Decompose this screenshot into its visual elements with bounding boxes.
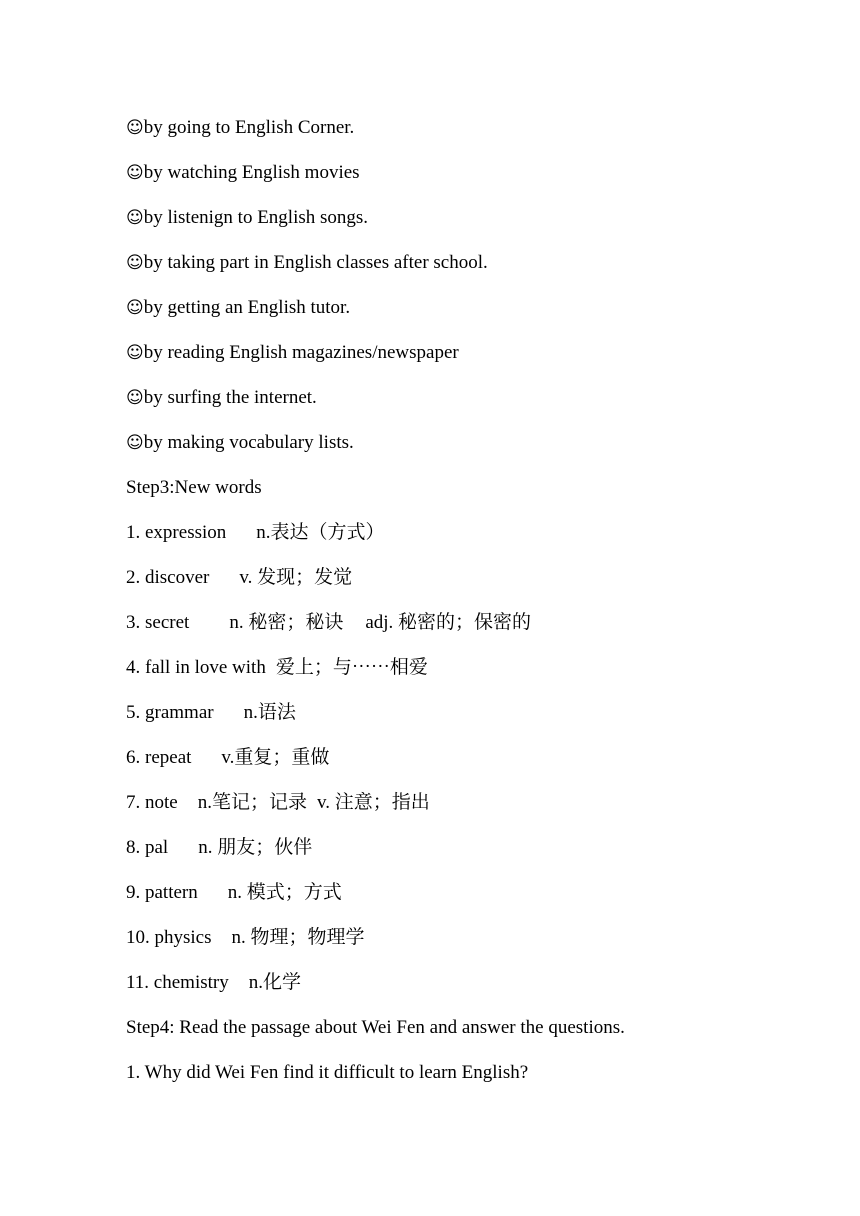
vocab-term: 1. expression — [126, 522, 227, 543]
vocab-term: 6. repeat — [126, 747, 192, 768]
method-text: by listenign to English songs. — [143, 207, 369, 228]
method-item — [126, 429, 826, 474]
vocab-item — [126, 744, 826, 789]
vocab-meaning: 爱上；与⋯⋯相爱 — [275, 657, 428, 678]
step4-heading: Step4: Read the passage about Wei Fen and answer the questions. — [126, 1017, 625, 1038]
document-page — [126, 114, 826, 1104]
method-text: by making vocabulary lists. — [143, 432, 354, 453]
vocab-item — [126, 969, 826, 1014]
vocab-meaning: n. 朋友；伙伴 — [198, 837, 313, 858]
vocab-term: 11. chemistry — [126, 972, 229, 993]
vocab-item — [126, 519, 826, 564]
method-item — [126, 249, 826, 294]
vocab-meaning-secondary: adj. 秘密的；保密的 — [365, 612, 532, 633]
vocab-meaning: v. 发现；发觉 — [239, 567, 353, 588]
vocab-meaning: v.重复；重做 — [221, 747, 330, 768]
method-item — [126, 204, 826, 249]
vocab-meaning: n.化学 — [248, 972, 301, 993]
method-text: by watching English movies — [143, 162, 360, 183]
smiley-icon: ☺ — [126, 298, 144, 318]
vocab-meaning: n.表达（方式） — [256, 522, 385, 543]
vocab-term: 3. secret — [126, 612, 190, 633]
method-text: by taking part in English classes after school. — [143, 252, 488, 273]
smiley-icon: ☺ — [126, 163, 144, 183]
vocab-meaning: n. 物理；物理学 — [231, 927, 365, 948]
vocab-term: 4. fall in love with — [126, 657, 266, 678]
method-item — [126, 384, 826, 429]
smiley-icon: ☺ — [126, 118, 144, 138]
step3-heading: Step3:New words — [126, 477, 262, 498]
method-item — [126, 294, 826, 339]
vocab-meaning: n. 模式；方式 — [227, 882, 342, 903]
vocab-meaning: n.语法 — [243, 702, 296, 723]
method-text: by surfing the internet. — [143, 387, 317, 408]
smiley-icon: ☺ — [126, 253, 144, 273]
vocab-item — [126, 924, 826, 969]
vocab-term: 9. pattern — [126, 882, 198, 903]
vocab-item — [126, 609, 826, 654]
vocab-term: 10. physics — [126, 927, 212, 948]
vocab-item — [126, 564, 826, 609]
method-item — [126, 159, 826, 204]
method-text: by reading English magazines/newspaper — [143, 342, 459, 363]
smiley-icon: ☺ — [126, 388, 144, 408]
vocab-term: 5. grammar — [126, 702, 214, 723]
smiley-icon: ☺ — [126, 433, 144, 453]
vocab-meaning: n.笔记；记录 — [197, 792, 307, 813]
vocab-item — [126, 834, 826, 879]
smiley-icon: ☺ — [126, 208, 144, 228]
vocab-item — [126, 789, 826, 834]
vocab-meaning: n. 秘密；秘诀 — [229, 612, 344, 633]
smiley-icon: ☺ — [126, 343, 144, 363]
vocab-term: 8. pal — [126, 837, 169, 858]
method-text: by getting an English tutor. — [143, 297, 351, 318]
method-item — [126, 114, 826, 159]
vocab-item — [126, 654, 826, 699]
vocab-item — [126, 879, 826, 924]
question-1: 1. Why did Wei Fen find it difficult to learn English? — [126, 1062, 529, 1083]
vocab-meaning-secondary: v. 注意；指出 — [316, 792, 430, 813]
vocab-term: 7. note — [126, 792, 178, 813]
method-text: by going to English Corner. — [143, 117, 355, 138]
vocab-term: 2. discover — [126, 567, 210, 588]
method-item — [126, 339, 826, 384]
vocab-item — [126, 699, 826, 744]
